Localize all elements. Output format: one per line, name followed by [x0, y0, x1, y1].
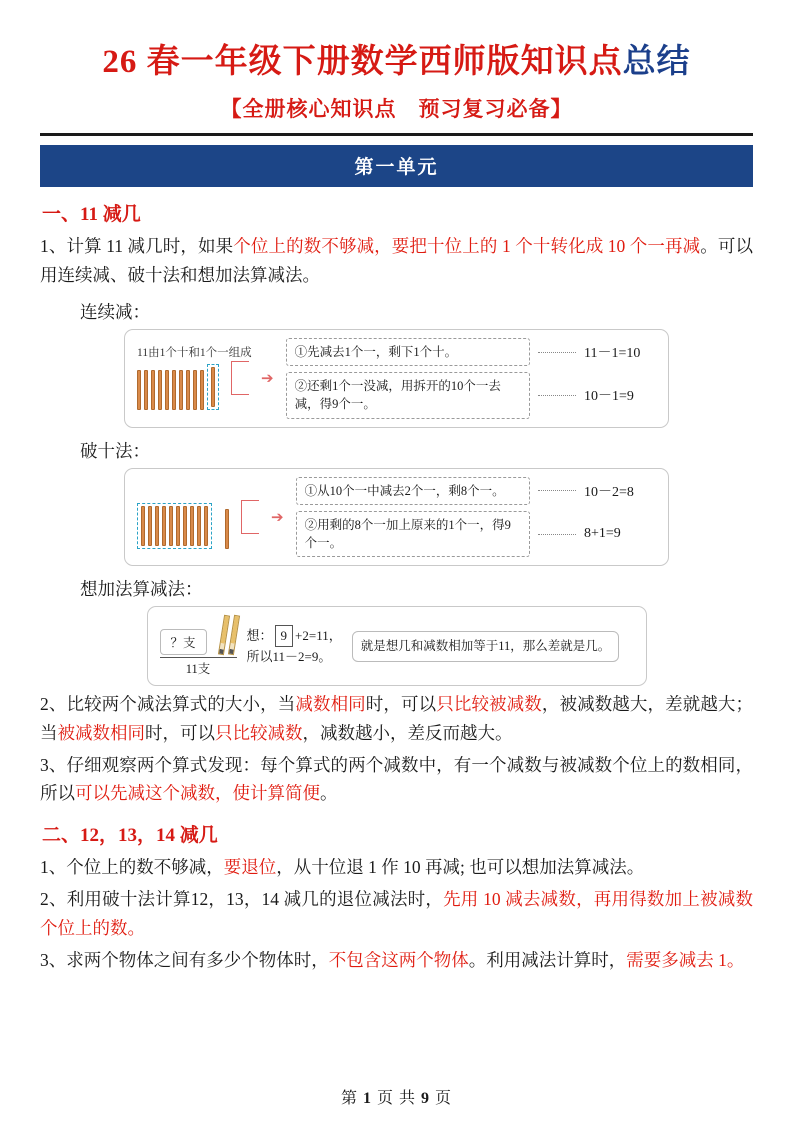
figure-break-ten-method [40, 468, 753, 566]
step-equation: 10－2=8 [584, 484, 634, 500]
text-run: 计算 11 减几时，如果 [66, 236, 234, 257]
paragraph-1-1 [40, 232, 753, 289]
list-marker: 2、 [40, 889, 67, 910]
text-run: 。利用减法计算时， [468, 949, 627, 970]
title-divider [40, 133, 753, 136]
text-run: ，被减数越大，差就越大；当 [40, 694, 754, 743]
brace-connector [231, 361, 249, 395]
paragraph-2-2 [40, 885, 753, 942]
figure-add-to-subtract [40, 606, 753, 686]
speech-bubble: 就是想几和减数相加等于11，那么差就是几。 [352, 631, 620, 662]
footer-pre: 第 [340, 1090, 358, 1107]
step-line [296, 511, 656, 557]
text-run-highlight: 可以先减这个减数，使计算简便 [75, 783, 320, 804]
sub-label-break-ten-method: 破十法： [80, 440, 150, 461]
text-run: 利用破十法计算12，13，14 减几的退位减法时， [66, 889, 444, 910]
stick-row [137, 364, 219, 410]
text-run-highlight: 只比较被减数 [436, 694, 542, 715]
figure-2-box [124, 468, 669, 566]
text-run-highlight: 需要多减去 1。 [626, 949, 745, 970]
think-expression [247, 625, 342, 667]
step-text: ①先减去1个一，剩下1个十。 [286, 338, 530, 366]
step-text: ②用剩的8个一加上原来的1个一，得9个一。 [296, 511, 530, 557]
pencil-group [160, 615, 237, 677]
step-text: ②还剩1个一没减，用拆开的10个一去减，得9个一。 [286, 372, 530, 418]
text-run: ，从十位退 1 作 10 再减; 也可以想加法算减法。 [276, 856, 645, 877]
footer-page-number: 1 [362, 1090, 372, 1107]
text-run-highlight: 被减数相同 [57, 722, 145, 743]
text-run-highlight: 只比较减数 [215, 722, 303, 743]
text-run: 个位上的数不够减， [66, 856, 224, 877]
stick-row [137, 503, 229, 549]
paragraph-1-2 [40, 690, 753, 747]
page-title [40, 42, 753, 83]
dotted-leader [538, 534, 576, 535]
list-marker: 1、 [40, 236, 67, 257]
step-line [286, 372, 656, 418]
sticks-illustration-2 [137, 485, 229, 549]
footer-post: 页 [435, 1090, 453, 1107]
paragraph-1-3 [40, 751, 753, 808]
text-run: ，减数越小，差反而越大。 [302, 722, 513, 743]
brace-connector [241, 500, 259, 534]
sticks-illustration-1 [137, 346, 252, 410]
total-label: 11支 [160, 657, 237, 677]
list-marker: 2、 [40, 694, 67, 715]
text-run-highlight: 不包含这两个物体 [328, 949, 469, 970]
text-run-highlight: 要退位 [223, 856, 277, 877]
title-segment-2: 西师版知识点 [418, 44, 623, 80]
section-heading-2: 二、12，13，14 减几 [42, 824, 218, 846]
footer-mid: 页 共 [376, 1090, 416, 1107]
step-line [296, 477, 656, 505]
think-prefix: 想： [246, 628, 273, 644]
dashed-highlight-box [207, 364, 219, 410]
sub-label-continuous-subtraction: 连续减： [80, 301, 150, 322]
arrow-right-icon: ➔ [271, 509, 284, 526]
think-rest: +2=11， [295, 628, 342, 644]
dashed-highlight-box [137, 503, 212, 549]
pencil-icon [221, 615, 237, 655]
text-run: 时，可以 [145, 722, 215, 743]
figure-1-caption: 11由1个十和1个一组成 [137, 347, 252, 360]
arrow-right-icon: ➔ [261, 370, 274, 387]
step-equation: 11－1=10 [584, 346, 641, 362]
text-run: 。可以用连续减、破十法和想加法算减法。 [40, 236, 753, 285]
text-run: 仔细观察两个算式发现：每个算式的两个减数中，有一个减数与被减数个位上的数相同，所以 [40, 755, 754, 804]
step-text: ①从10个一中减去2个一，剩8个一。 [296, 477, 530, 505]
paragraph-2-3 [40, 946, 753, 974]
step-equation: 10－1=9 [584, 389, 634, 405]
text-run: 求两个物体之间有多少个物体时， [66, 949, 329, 970]
figure-2-steps [296, 477, 656, 557]
list-marker: 3、 [40, 949, 67, 970]
answer-box: 9 [275, 625, 294, 647]
text-run: 。 [320, 783, 338, 804]
text-run: 时，可以 [365, 694, 437, 715]
title-segment-1: 26 春一年级下册数学 [102, 44, 419, 80]
section-heading-1: 一、11 减几 [42, 204, 141, 226]
dotted-leader [538, 395, 576, 396]
think-line-2: 所以11－2=9。 [246, 649, 332, 665]
figure-3-box [147, 606, 647, 686]
page-footer [0, 1085, 793, 1108]
unit-banner: 第一单元 [40, 145, 753, 187]
step-line [286, 338, 656, 366]
footer-total-pages: 9 [421, 1090, 430, 1107]
text-run: 比较两个减法算式的大小，当 [66, 694, 296, 715]
figure-continuous-subtraction [40, 329, 753, 427]
sub-label-add-to-subtract: 想加法算减法： [80, 579, 203, 600]
text-run-highlight: 减数相同 [295, 694, 366, 715]
figure-1-box [124, 329, 669, 427]
text-run-highlight: 个位上的数不够减，要把十位上的 1 个十转化成 10 个一再减 [233, 236, 701, 257]
text-run-highlight: 先用 10 减去减数，再用得数加上被减数个位上的数。 [40, 889, 754, 938]
paragraph-2-1 [40, 853, 753, 881]
dotted-leader [538, 352, 576, 353]
title-segment-3: 总结 [622, 44, 691, 80]
step-equation: 8+1=9 [584, 526, 621, 542]
list-marker: 3、 [40, 755, 67, 776]
list-marker: 1、 [40, 856, 67, 877]
dotted-leader [538, 490, 576, 491]
figure-1-steps [286, 338, 656, 418]
subtitle: 【全册核心知识点 预习复习必备】 [220, 97, 573, 122]
question-card: ？支 [160, 629, 207, 655]
